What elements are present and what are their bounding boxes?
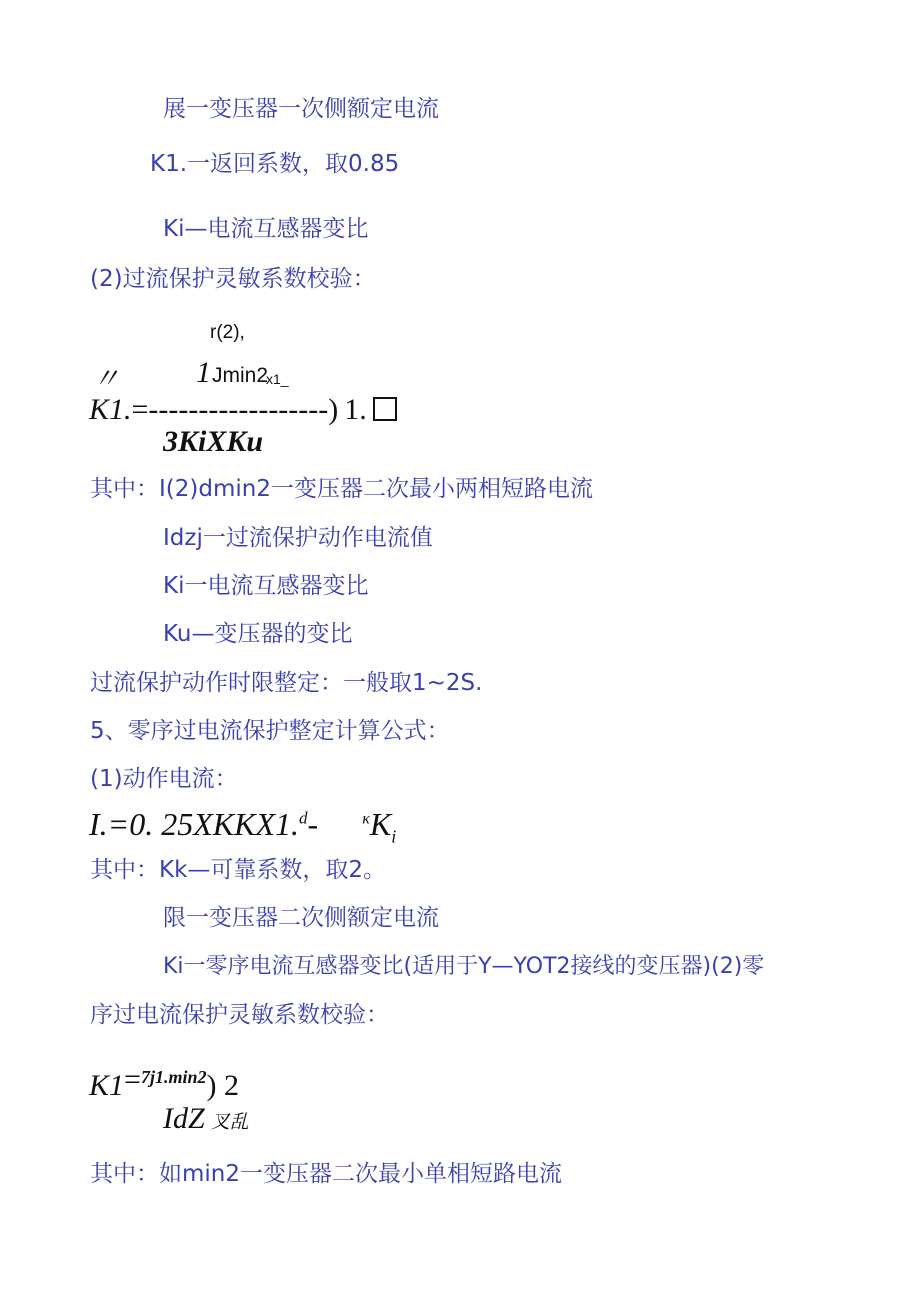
- formula-eq: =: [124, 1063, 141, 1096]
- text-line: (2)过流保护灵敏系数校验：: [90, 266, 376, 292]
- formula-dash: -: [307, 806, 319, 842]
- formula-K: K: [369, 806, 392, 842]
- text-line: K1.一返回系数，取0.85: [150, 151, 400, 177]
- text-line: 其中：I(2)dmin2一变压器二次最小两相短路电流: [90, 476, 593, 502]
- formula-numerator-c: x1_: [266, 371, 289, 387]
- text-line: 其中：如min2一变压器二次最小单相短路电流: [90, 1161, 563, 1187]
- text-line: Ki—电流互感器变比: [163, 216, 369, 242]
- text-line: 5、零序过电流保护整定计算公式：: [90, 718, 450, 744]
- formula-fraction-line: =------------------): [131, 393, 339, 426]
- text-line: 序过电流保护灵敏系数校验：: [90, 1002, 389, 1028]
- formula-sup: d: [299, 808, 308, 828]
- text-line: 过流保护动作时限整定：一般取1~2S.: [90, 670, 483, 696]
- text-line: Ki一零序电流互感器变比(适用于Y—YOT2接线的变压器)(2)零: [163, 954, 765, 979]
- formula-mark: 〃: [92, 364, 121, 395]
- formula-lhs: [89, 393, 397, 427]
- formula-denominator: [163, 1102, 249, 1136]
- formula-sub: i: [391, 826, 397, 847]
- formula-lhs-var: K1.: [89, 393, 132, 426]
- text-line: Ki一电流互感器变比: [163, 573, 369, 599]
- formula-denominator: 3KiXKu: [163, 425, 264, 458]
- text-line: 限一变压器二次侧额定电流: [163, 905, 439, 931]
- box-glyph: [373, 397, 397, 421]
- formula-current: [89, 806, 396, 847]
- formula-sup: 7j1.min2: [140, 1067, 207, 1087]
- formula-sensitivity: [89, 1063, 239, 1103]
- formula-main: I.=0. 25XKKX1.: [89, 806, 300, 842]
- formula-lhs-var: K1: [89, 1069, 125, 1102]
- formula-rhs: 1.: [344, 393, 367, 426]
- formula-rest: ) 2: [206, 1069, 239, 1102]
- text-line: (1)动作电流：: [90, 766, 238, 792]
- formula-den-var: IdZ: [163, 1102, 205, 1135]
- formula-numerator-b: Jmin2: [212, 364, 269, 387]
- text-line: Ku—变压器的变比: [163, 621, 353, 647]
- text-line: 其中：Kk—可靠系数，取2。: [90, 857, 387, 883]
- text-line: Idzj一过流保护动作电流值: [163, 525, 433, 551]
- formula-den-suffix: 叉乱: [210, 1111, 249, 1133]
- formula-numerator-a: 1: [196, 356, 211, 389]
- formula-superscript: r(2),: [210, 322, 245, 343]
- formula-kappa: κ: [362, 810, 370, 828]
- text-line: 展一变压器一次侧额定电流: [163, 96, 439, 122]
